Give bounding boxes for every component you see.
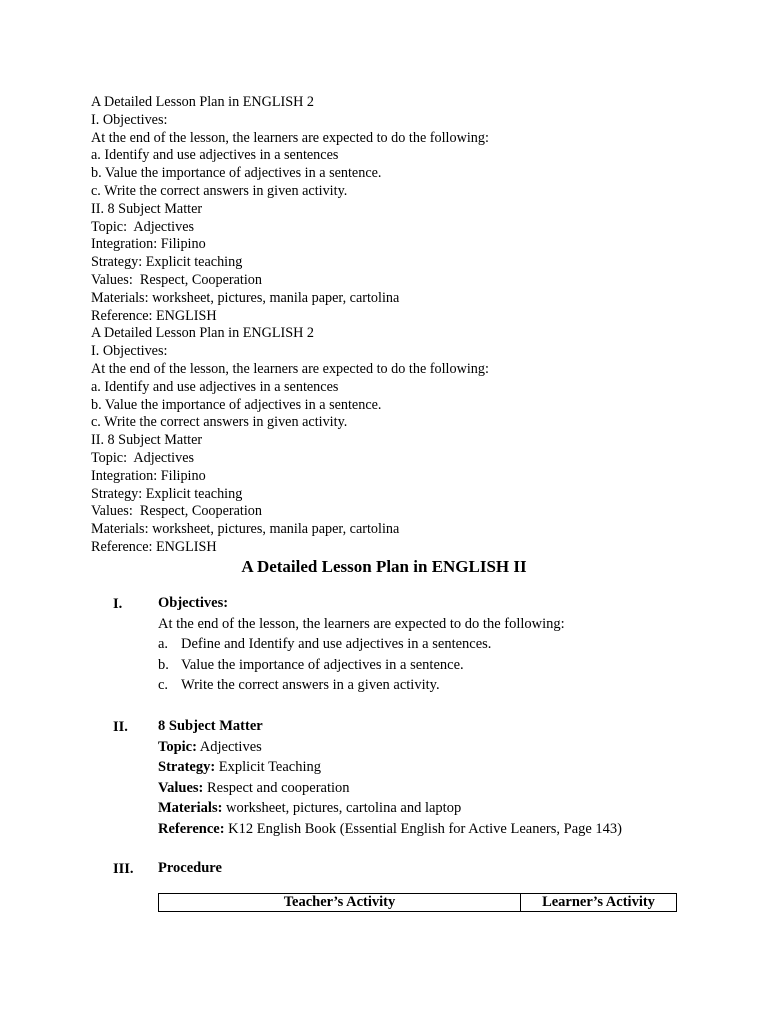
text-line: A Detailed Lesson Plan in ENGLISH 2 <box>91 94 315 110</box>
list-item <box>158 655 565 676</box>
list-item <box>158 675 565 696</box>
text-line: a. Identify and use adjectives in a sentences <box>91 378 339 395</box>
values-line <box>158 778 622 799</box>
section-heading: 8 Subject Matter <box>158 718 263 734</box>
text-line: Strategy: Explicit teaching <box>91 254 243 271</box>
section-number-subject: II. <box>113 719 128 735</box>
text-line: Topic: Adjectives <box>91 449 195 466</box>
topic-line <box>158 737 622 758</box>
section-procedure <box>158 858 222 879</box>
text-line: Values: Respect, Cooperation <box>91 503 262 520</box>
section-number-procedure: III. <box>113 861 134 877</box>
strategy-value: Explicit Teaching <box>215 759 321 776</box>
topic-value: Adjectives <box>196 738 262 755</box>
text-line: Materials: worksheet, pictures, manila paper, cartolina <box>91 289 400 306</box>
list-item-text: Write the correct answers in a given activity. <box>181 677 440 694</box>
section-objectives <box>158 593 565 696</box>
list-marker: c. <box>158 677 169 694</box>
text-line: At the end of the lesson, the learners are expected to do the following: <box>91 360 489 377</box>
text-line: Materials: worksheet, pictures, manila paper, cartolina <box>91 521 400 538</box>
text-line: Reference: ENGLISH <box>91 538 217 555</box>
text-line: A Detailed Lesson Plan in ENGLISH 2 <box>91 325 315 342</box>
table-header-learner: Learner’s Activity <box>542 894 655 910</box>
list-marker: a. <box>158 636 169 653</box>
text-line: c. Write the correct answers in given activity. <box>91 414 348 431</box>
list-item-text: Define and Identify and use adjectives in a sentences. <box>181 636 492 653</box>
table-header-teacher: Teacher’s Activity <box>159 894 521 911</box>
text-line: II. 8 Subject Matter <box>91 432 203 449</box>
text-line: I. Objectives: <box>91 111 168 128</box>
text-line: At the end of the lesson, the learners are expected to do the following: <box>91 129 489 146</box>
values-label: Values: <box>158 779 204 796</box>
strategy-label: Strategy: <box>158 759 216 776</box>
text-line: Integration: Filipino <box>91 236 206 253</box>
procedure-table <box>158 893 677 912</box>
text-line: a. Identify and use adjectives in a sentences <box>91 147 339 164</box>
text-line: I. Objectives: <box>91 343 168 360</box>
list-marker: b. <box>158 656 169 673</box>
materials-label: Materials: <box>158 800 223 817</box>
materials-line <box>158 798 622 819</box>
values-value: Respect and cooperation <box>203 779 350 796</box>
reference-value: K12 English Book (Essential English for Active Leaners, Page 143) <box>224 820 623 837</box>
list-item <box>158 634 565 655</box>
text-line: Strategy: Explicit teaching <box>91 485 243 502</box>
text-line: II. 8 Subject Matter <box>91 200 203 217</box>
text-line: c. Write the correct answers in given activity. <box>91 182 348 199</box>
text-line: Values: Respect, Cooperation <box>91 271 262 288</box>
section-number-objectives: I. <box>113 596 123 612</box>
section-heading: Objectives: <box>158 595 229 611</box>
materials-value: worksheet, pictures, cartolina and laptop <box>222 800 462 817</box>
section-heading: Procedure <box>158 860 222 876</box>
text-line: Integration: Filipino <box>91 467 206 484</box>
text-line: b. Value the importance of adjectives in a sentence. <box>91 165 382 182</box>
section-subject-matter <box>158 716 622 840</box>
text-line: Reference: ENGLISH <box>91 307 217 324</box>
strategy-line <box>158 757 622 778</box>
text-line: Topic: Adjectives <box>91 218 195 235</box>
reference-label: Reference: <box>158 820 225 837</box>
topic-label: Topic: <box>158 738 197 755</box>
plain-text-block <box>91 94 489 557</box>
list-item-text: Value the importance of adjectives in a sentence. <box>181 656 464 673</box>
reference-line <box>158 819 622 840</box>
document-title: A Detailed Lesson Plan in ENGLISH II <box>241 557 527 576</box>
text-line: b. Value the importance of adjectives in a sentence. <box>91 396 382 413</box>
objectives-list <box>158 634 565 696</box>
objectives-intro: At the end of the lesson, the learners are expected to do the following: <box>158 615 565 632</box>
